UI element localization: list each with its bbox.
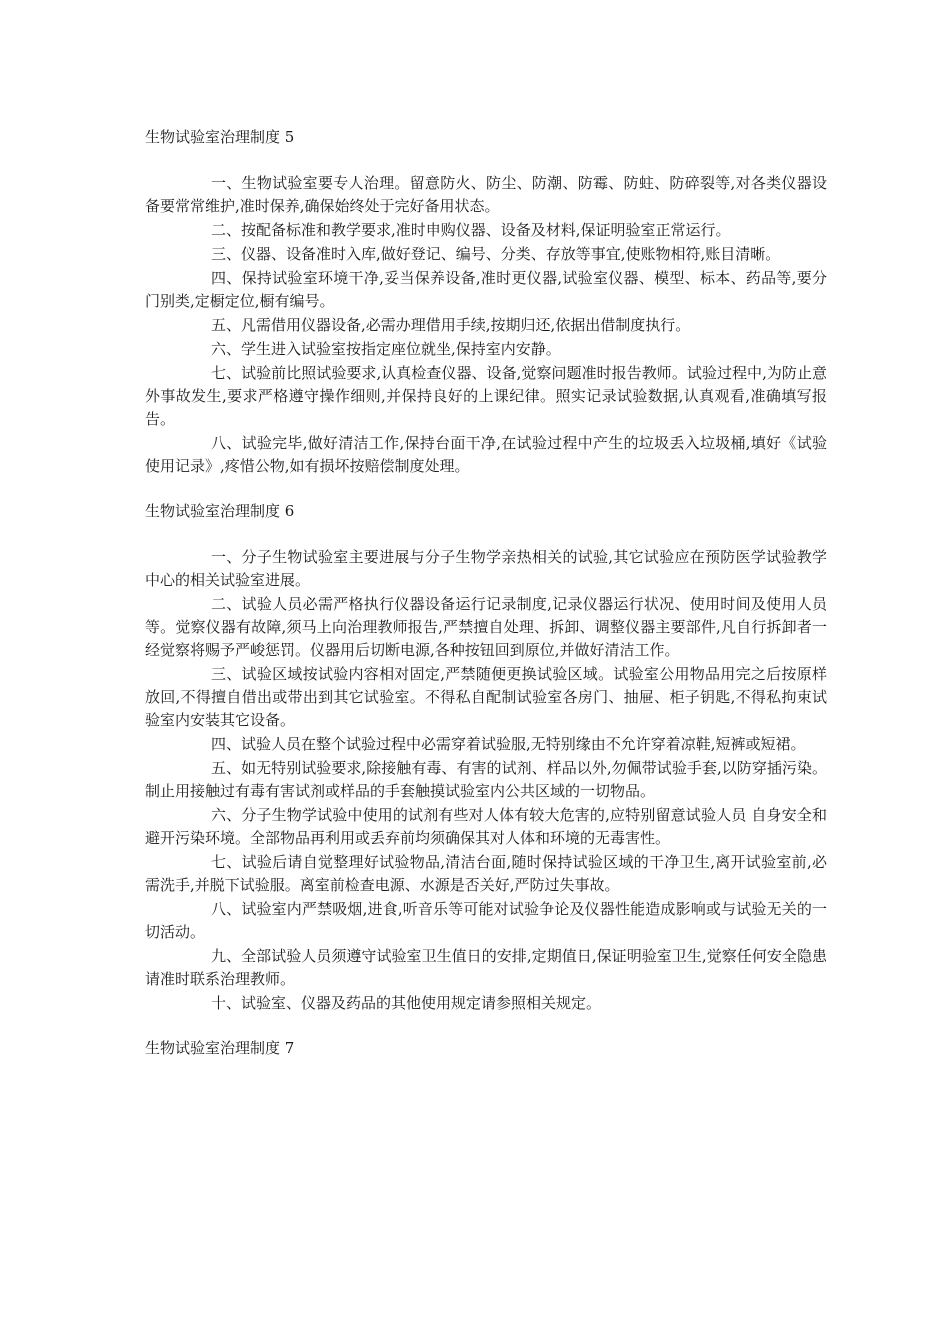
section-heading: 生物试验室治理制度 6 [145, 502, 295, 520]
section-items [145, 172, 827, 478]
paragraph: 六、分子生物学试验中使用的试剂有些对人体有较大危害的,应特别留意试验人员 自身安全和避开污染环境。全部物品再利用或丢弃前均须确保其对人体和环境的无毒害性。 [145, 806, 827, 847]
section-heading: 生物试验室治理制度 7 [145, 1039, 295, 1057]
paragraph: 九、全部试验人员须遵守试验室卫生值日的安排,定期值日,保证明验室卫生,觉察任何安全隐患请准时联系治理教师。 [145, 947, 827, 988]
paragraph: 五、如无特别试验要求,除接触有毒、有害的试剂、样品以外,勿佩带试验手套,以防穿插污染。制止用接触过有毒有害试剂或样品的手套触摸试验室内公共区域的一切物品。 [145, 759, 827, 800]
paragraph: 二、试验人员必需严格执行仪器设备运行记录制度,记录仪器运行状况、使用时间及使用人员等。觉察仪器有故障,须马上向治理教师报告,严禁擅自处理、拆卸、调整仪器主要部件,凡自行拆卸者一经觉察将赐予严峻惩罚。仪器用后切断电源,各种按钮回到原位,并做好清洁工作。 [145, 595, 827, 659]
paragraph: 四、保持试验室环境干净,妥当保养设备,准时更仪器,试验室仪器、模型、标本、药品等,要分门别类,定橱定位,橱有编号。 [145, 269, 827, 310]
section-items [145, 546, 827, 1015]
paragraph: 七、试验后请自觉整理好试验物品,清洁台面,随时保持试验区域的干净卫生,离开试验室前,必需洗手,并脱下试验服。离室前检查电源、水源是否关好,严防过失事故。 [145, 853, 827, 894]
paragraph: 二、按配备标准和教学要求,准时申购仪器、设备及材料,保证明验室正常运行。 [211, 221, 731, 239]
paragraph: 一、分子生物试验室主要进展与分子生物学亲热相关的试验,其它试验应在预防医学试验教学中心的相关试验室进展。 [145, 548, 827, 589]
paragraph: 七、试验前比照试验要求,认真检查仪器、设备,觉察问题准时报告教师。试验过程中,为防止意外事故发生,要求严格遵守操作细则,并保持良好的上课纪律。照实记录试验数据,认真观看,准确填写报告。 [145, 364, 827, 428]
paragraph: 八、试验室内严禁吸烟,进食,听音乐等可能对试验争论及仪器性能造成影响或与试验无关的一切活动。 [145, 900, 827, 941]
section-heading: 生物试验室治理制度 5 [145, 128, 295, 146]
paragraph: 八、试验完毕,做好清洁工作,保持台面干净,在试验过程中产生的垃圾丢入垃圾桶,填好《试验使用记录》,疼惜公物,如有损坏按赔偿制度处理。 [145, 434, 827, 475]
paragraph: 四、试验人员在整个试验过程中必需穿着试验服,无特别缘由不允许穿着凉鞋,短裤或短裙。 [211, 735, 806, 753]
section-6 [145, 500, 827, 1015]
paragraph: 十、试验室、仪器及药品的其他使用规定请参照相关规定。 [211, 994, 602, 1012]
paragraph: 三、仪器、设备准时入库,做好登记、编号、分类、存放等事宜,使账物相符,账目清晰。 [211, 245, 781, 263]
paragraph: 三、试验区域按试验内容相对固定,严禁随便更换试验区域。试验室公用物品用完之后按原样放回,不得擅自借出或带出到其它试验室。不得私自配制试验室各房门、抽屉、柜子钥匙,不得私拘束试验室内安装其它设备。 [145, 665, 827, 729]
document-page [145, 126, 827, 1059]
paragraph: 五、凡需借用仪器设备,必需办理借用手续,按期归还,依据出借制度执行。 [211, 316, 691, 334]
paragraph: 六、学生进入试验室按指定座位就坐,保持室内安静。 [211, 340, 561, 358]
section-7 [145, 1037, 827, 1059]
paragraph: 一、生物试验室要专人治理。留意防火、防尘、防潮、防霉、防蛀、防碎裂等,对各类仪器设备要常常维护,准时保养,确保始终处于完好备用状态。 [145, 174, 827, 215]
section-5 [145, 126, 827, 478]
